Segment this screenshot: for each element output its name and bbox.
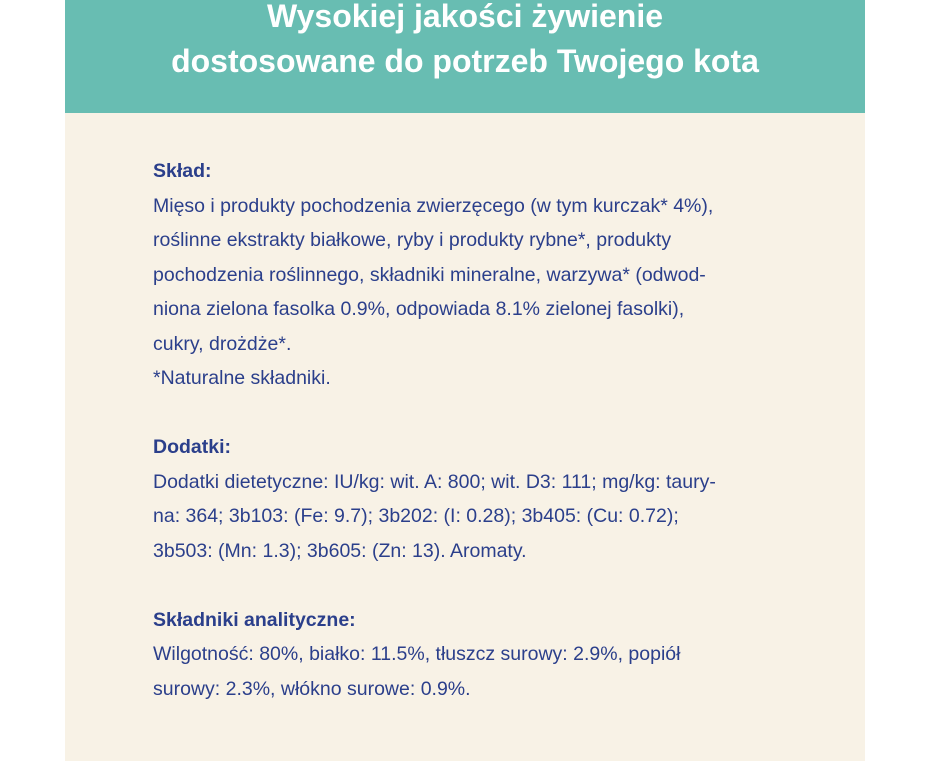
natural-ingredients-note: *Naturalne składniki. <box>153 367 331 389</box>
banner-title-line: dostosowane do potrzeb Twojego kota <box>171 43 759 79</box>
additives-section <box>153 430 813 568</box>
composition-section <box>153 154 813 396</box>
banner-title <box>65 0 865 84</box>
analytical-heading: Składniki analityczne: <box>153 608 356 631</box>
analytical-line: Wilgotność: 80%, białko: 11.5%, tłuszcz surowy: 2.9%, popiół <box>153 643 681 665</box>
header-banner <box>65 0 865 113</box>
composition-line: niona zielona fasolka 0.9%, odpowiada 8.1% zielonej fasolki), <box>153 298 685 320</box>
additives-line: Dodatki dietetyczne: IU/kg: wit. A: 800; wit. D3: 111; mg/kg: taury- <box>153 470 716 493</box>
banner-title-line: Wysokiej jakości żywienie <box>266 0 664 34</box>
composition-heading: Skład: <box>153 160 212 182</box>
analytical-line: surowy: 2.3%, włókno surowe: 0.9%. <box>153 677 471 700</box>
composition-line: roślinne ekstrakty białkowe, ryby i produkty rybne*, produkty <box>153 229 672 251</box>
analytical-section <box>153 603 813 707</box>
product-info-card <box>65 0 865 761</box>
additives-line: 3b503: (Mn: 1.3); 3b605: (Zn: 13). Aromaty. <box>153 539 527 562</box>
ingredients-content <box>153 154 813 741</box>
composition-line: cukry, drożdże*. <box>153 332 292 355</box>
additives-heading: Dodatki: <box>153 436 231 458</box>
composition-line: pochodzenia roślinnego, składniki mineralne, warzywa* (odwod- <box>153 263 706 286</box>
composition-line: Mięso i produkty pochodzenia zwierzęcego (w tym kurczak* 4%), <box>153 194 714 217</box>
additives-line: na: 364; 3b103: (Fe: 9.7); 3b202: (I: 0.28); 3b405: (Cu: 0.72); <box>153 505 679 527</box>
